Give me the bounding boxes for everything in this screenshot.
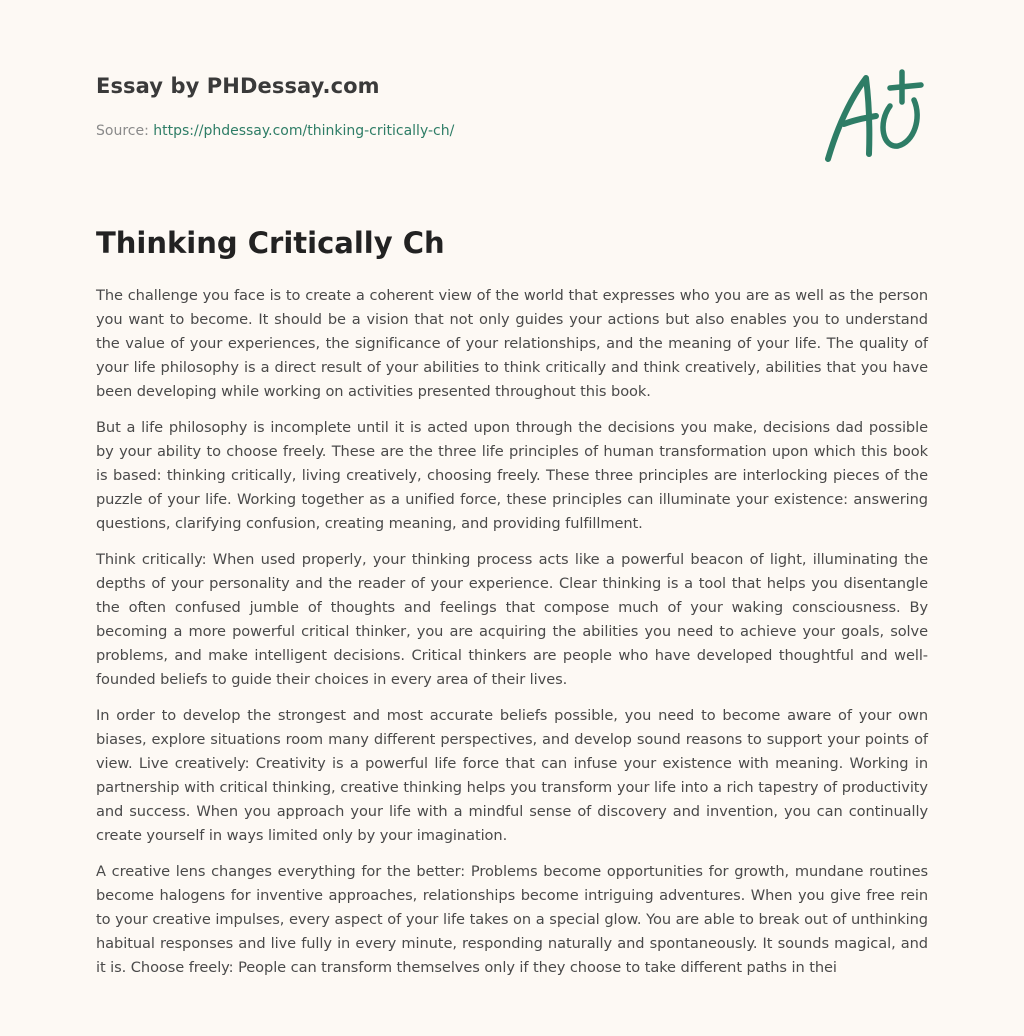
essay-paragraph: In order to develop the strongest and most accurate beliefs possible, you need to become aware of your own biases, explore situations room many different perspectives, and develop sound reasons to support your points of view. Live creatively: Creativity is a powerful life force that can infuse your existence with meaning. Working in partnership with critical thinking, creative thinking helps you transform your life into a rich tapestry of productivity and success. When you approach your life with a mindful sense of discovery and invention, you can continually create yourself in ways limited only by your imagination. <box>96 707 928 844</box>
source-link[interactable]: https://phdessay.com/thinking-critically-ch/ <box>153 123 455 139</box>
a-plus-grade-icon <box>822 68 926 164</box>
essay-paragraph: A creative lens changes everything for the better: Problems become opportunities for growth, mundane routines become halogens for inventive approaches, relationships become intriguing adventures. When you give free rein to your creative impulses, every aspect of your life takes on a special glow. You are able to break out of unthinking habitual responses and live fully in every minute, responding naturally and spontaneously. It sounds magical, and it is. Choose freely: People can transform themselves only if they choose to take different paths in thei <box>96 863 928 976</box>
essay-paragraph: The challenge you face is to create a coherent view of the world that expresses who you are as well as the person you want to become. It should be a vision that not only guides your actions but also enables you to understand the value of your experiences, the significance of your relationships, and the meaning of your life. The quality of your life philosophy is a direct result of your abilities to think critically and think creatively, abilities that you have been developing while working on activities presented throughout this book. <box>96 287 928 400</box>
essay-paragraph: Think critically: When used properly, your thinking process acts like a powerful beacon of light, illuminating the depths of your personality and the reader of your experience. Clear thinking is a tool that helps you disentangle the often confused jumble of thoughts and feelings that compose much of your waking consciousness. By becoming a more powerful critical thinker, you are acquiring the abilities you need to achieve your goals, solve problems, and make intelligent decisions. Critical thinkers are people who have developed thoughtful and well-founded beliefs to guide their choices in every area of their lives. <box>96 551 928 688</box>
essay-body <box>96 284 928 992</box>
source-line <box>96 123 454 139</box>
essay-page <box>96 0 928 1036</box>
essay-paragraph: But a life philosophy is incomplete until it is acted upon through the decisions you make, decisions dad possible by your ability to choose freely. These are the three life principles of human transformation upon which this book is based: thinking critically, living creatively, choosing freely. These three principles are interlocking pieces of the puzzle of your life. Working together as a unified force, these principles can illuminate your existence: answering questions, clarifying confusion, creating meaning, and providing fulfillment. <box>96 419 928 532</box>
site-title: Essay by PHDessay.com <box>96 74 380 98</box>
essay-title: Thinking Critically Ch <box>96 226 445 260</box>
source-label: Source: <box>96 123 149 139</box>
